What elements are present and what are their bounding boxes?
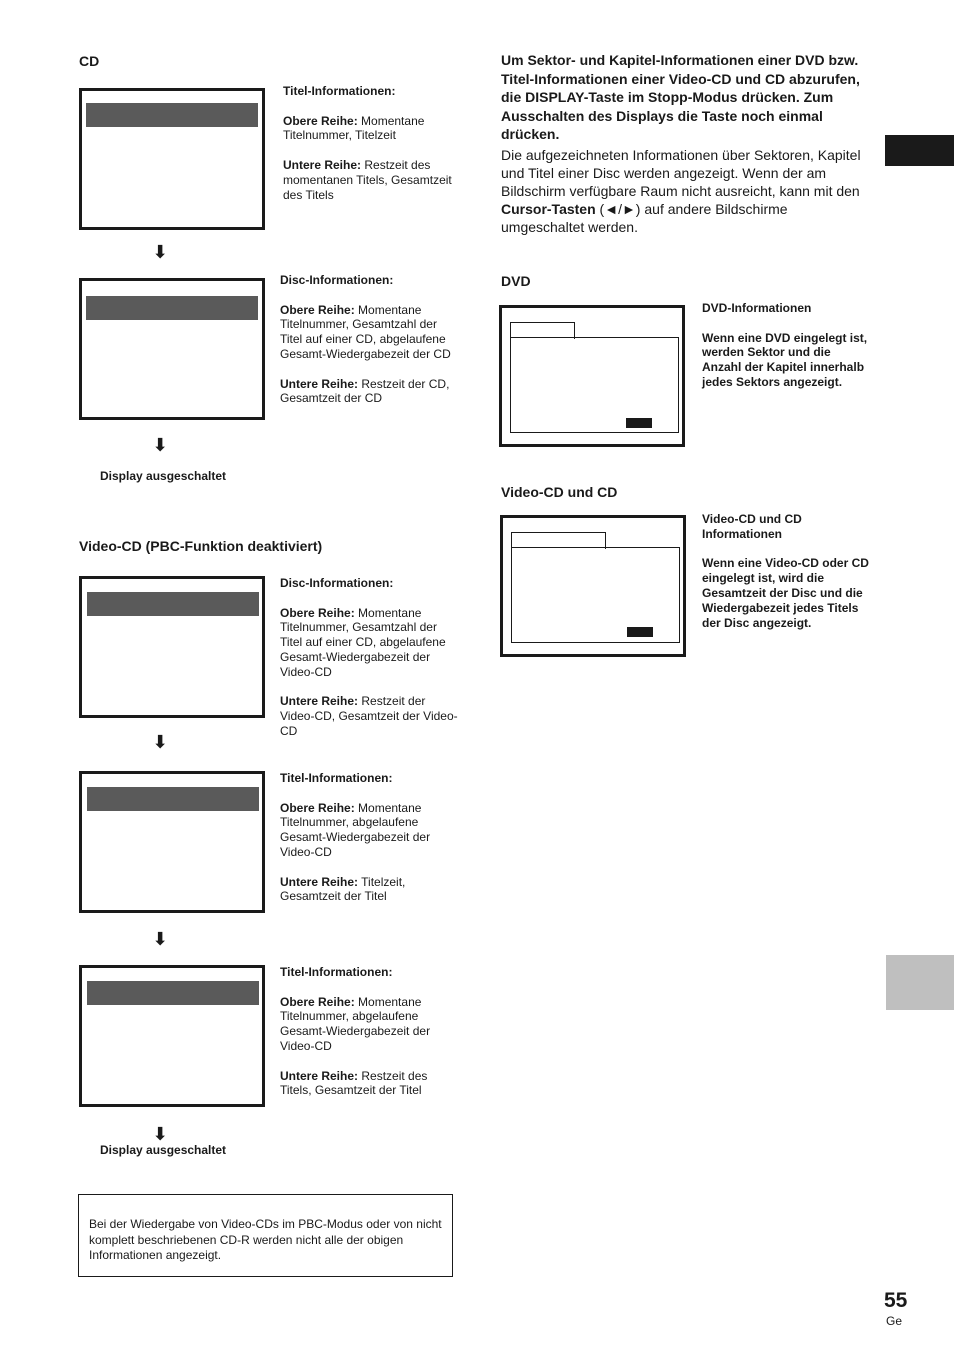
arrow-down-icon: ⬇: [152, 732, 168, 752]
intro-body-end: auf andere Bildschirme umgeschaltet werden.: [501, 201, 788, 235]
desc-upper-label: Obere Reihe:: [283, 113, 358, 128]
arrow-down-icon: ⬇: [152, 435, 168, 455]
desc-title: Disc-Informationen:: [280, 576, 394, 590]
side-tab-gray: [886, 955, 954, 1010]
arrow-down-icon: ⬇: [152, 929, 168, 949]
desc-upper-label: Obere Reihe:: [280, 994, 355, 1009]
desc-lower-label: Untere Reihe:: [280, 376, 359, 391]
arrow-down-icon: ⬇: [152, 1124, 168, 1144]
vcd-screen-3-description: [280, 965, 455, 1098]
vcd-screen-2: [79, 771, 265, 913]
screen-marker: [627, 627, 653, 637]
desc-lower-label: Untere Reihe:: [283, 157, 362, 172]
cd-screen-1: [79, 88, 265, 230]
desc-lower-label: Untere Reihe:: [280, 874, 359, 889]
cd-heading: CD: [79, 53, 100, 69]
desc-title: Titel-Informationen:: [280, 965, 393, 979]
desc-upper-label: Obere Reihe:: [280, 605, 355, 620]
page-number: 55: [884, 1289, 908, 1312]
desc-upper-text: Momentane Titelnummer, Gesamtzahl der Titel auf einer CD, abgelaufene Gesamt-Wiedergabezeit der Video-CD: [280, 605, 446, 679]
cd-screen-1-description: [283, 84, 453, 202]
desc-title: Disc-Informationen:: [280, 273, 394, 287]
desc-upper-label: Obere Reihe:: [280, 302, 355, 317]
desc-lower-label: Untere Reihe:: [280, 694, 359, 709]
desc-lower-text: Restzeit des momentanen Titels, Gesamtzeit des Titels: [283, 157, 452, 202]
desc-lower-text: Restzeit der Video-CD, Gesamtzeit der Video-CD: [280, 694, 458, 738]
intro-body-bold: Cursor-Tasten: [501, 201, 596, 217]
intro-body-start: Die aufgezeichneten Informationen über Sektoren, Kapitel und Titel einer Disc werden angezeigt. Wenn der am Bildschirm verfügbare Raum nicht ausreicht, kann mit den: [501, 147, 861, 199]
desc-title: DVD-Informationen: [702, 301, 812, 315]
desc-upper-text: Momentane Titelnummer, abgelaufene Gesamt-Wiedergabezeit der Video-CD: [280, 994, 431, 1053]
desc-upper-label: Obere Reihe:: [280, 800, 355, 815]
screen-info-bar: [86, 103, 258, 127]
intro-body: [501, 146, 873, 236]
note-box: [78, 1194, 453, 1277]
intro-instruction: Um Sektor- und Kapitel-Informationen einer DVD bzw. Titel-Informationen einer Video-CD und CD abzurufen, die DISPLAY-Taste im Stopp-Modus drücken. Zum Ausschalten des Displays die Taste noch einmal drücken.: [501, 52, 860, 142]
dvd-screen: [499, 305, 685, 447]
note-text: Bei der Wiedergabe von Video-CDs im PBC-Modus oder von nicht komplett beschriebenen CD-R werden nicht alle der obigen Informationen angezeigt.: [89, 1217, 442, 1262]
desc-upper-text: Momentane Titelnummer, Titelzeit: [283, 113, 425, 143]
screen-inner-frame: [510, 337, 679, 433]
vcd-screen-1-description: [280, 576, 460, 739]
desc-upper-text: Momentane Titelnummer, Gesamtzahl der Titel auf einer CD, abgelaufene Gesamt-Wiedergabezeit der CD: [280, 302, 451, 361]
desc-title: Titel-Informationen:: [280, 771, 393, 785]
page-language: Ge: [886, 1314, 903, 1328]
dvd-description: [702, 301, 872, 390]
vcdcd-screen: [500, 515, 686, 657]
vcd-screen-3: [79, 965, 265, 1107]
desc-lower-text: Restzeit der CD, Gesamtzeit der CD: [280, 376, 450, 406]
desc-title: Video-CD und CD Informationen: [702, 512, 802, 541]
desc-upper-text: Momentane Titelnummer, abgelaufene Gesamt-Wiedergabezeit der Video-CD: [280, 800, 431, 859]
screen-info-bar: [87, 592, 259, 616]
dvd-heading: DVD: [501, 273, 531, 289]
vcd-screen-1: [79, 576, 265, 718]
desc-text: Wenn eine DVD eingelegt ist, werden Sektor und die Anzahl der Kapitel innerhalb jedes Sektors angezeigt.: [702, 330, 868, 389]
arrow-down-icon: ⬇: [152, 242, 168, 262]
screen-marker: [626, 418, 652, 428]
vcdcd-description: [702, 512, 872, 630]
desc-lower-text: Restzeit des Titels, Gesamtzeit der Titel: [280, 1068, 428, 1098]
desc-lower-text: Titelzeit, Gesamtzeit der Titel: [280, 874, 406, 904]
screen-info-bar: [87, 787, 259, 811]
desc-title: Titel-Informationen:: [283, 84, 396, 98]
screen-info-bar: [87, 981, 259, 1005]
desc-text: Wenn eine Video-CD oder CD eingelegt ist, wird die Gesamtzeit der Disc und die Wiedergabezeit jedes Titels der Disc angezeigt.: [702, 556, 869, 630]
vcd-heading: Video-CD (PBC-Funktion deaktiviert): [79, 538, 323, 554]
cd-screen-2-description: [280, 273, 455, 406]
cd-screen-2: [79, 278, 265, 420]
vcdcd-heading: Video-CD und CD: [501, 484, 618, 500]
intro-body-keys: (◄/►): [599, 201, 641, 217]
vcd-display-off: Display ausgeschaltet: [100, 1143, 227, 1157]
screen-inner-frame: [511, 547, 680, 643]
cd-display-off: Display ausgeschaltet: [100, 469, 227, 483]
vcd-screen-2-description: [280, 771, 455, 904]
screen-info-bar: [86, 296, 258, 320]
desc-lower-label: Untere Reihe:: [280, 1068, 359, 1083]
side-tab-black: [885, 135, 954, 166]
